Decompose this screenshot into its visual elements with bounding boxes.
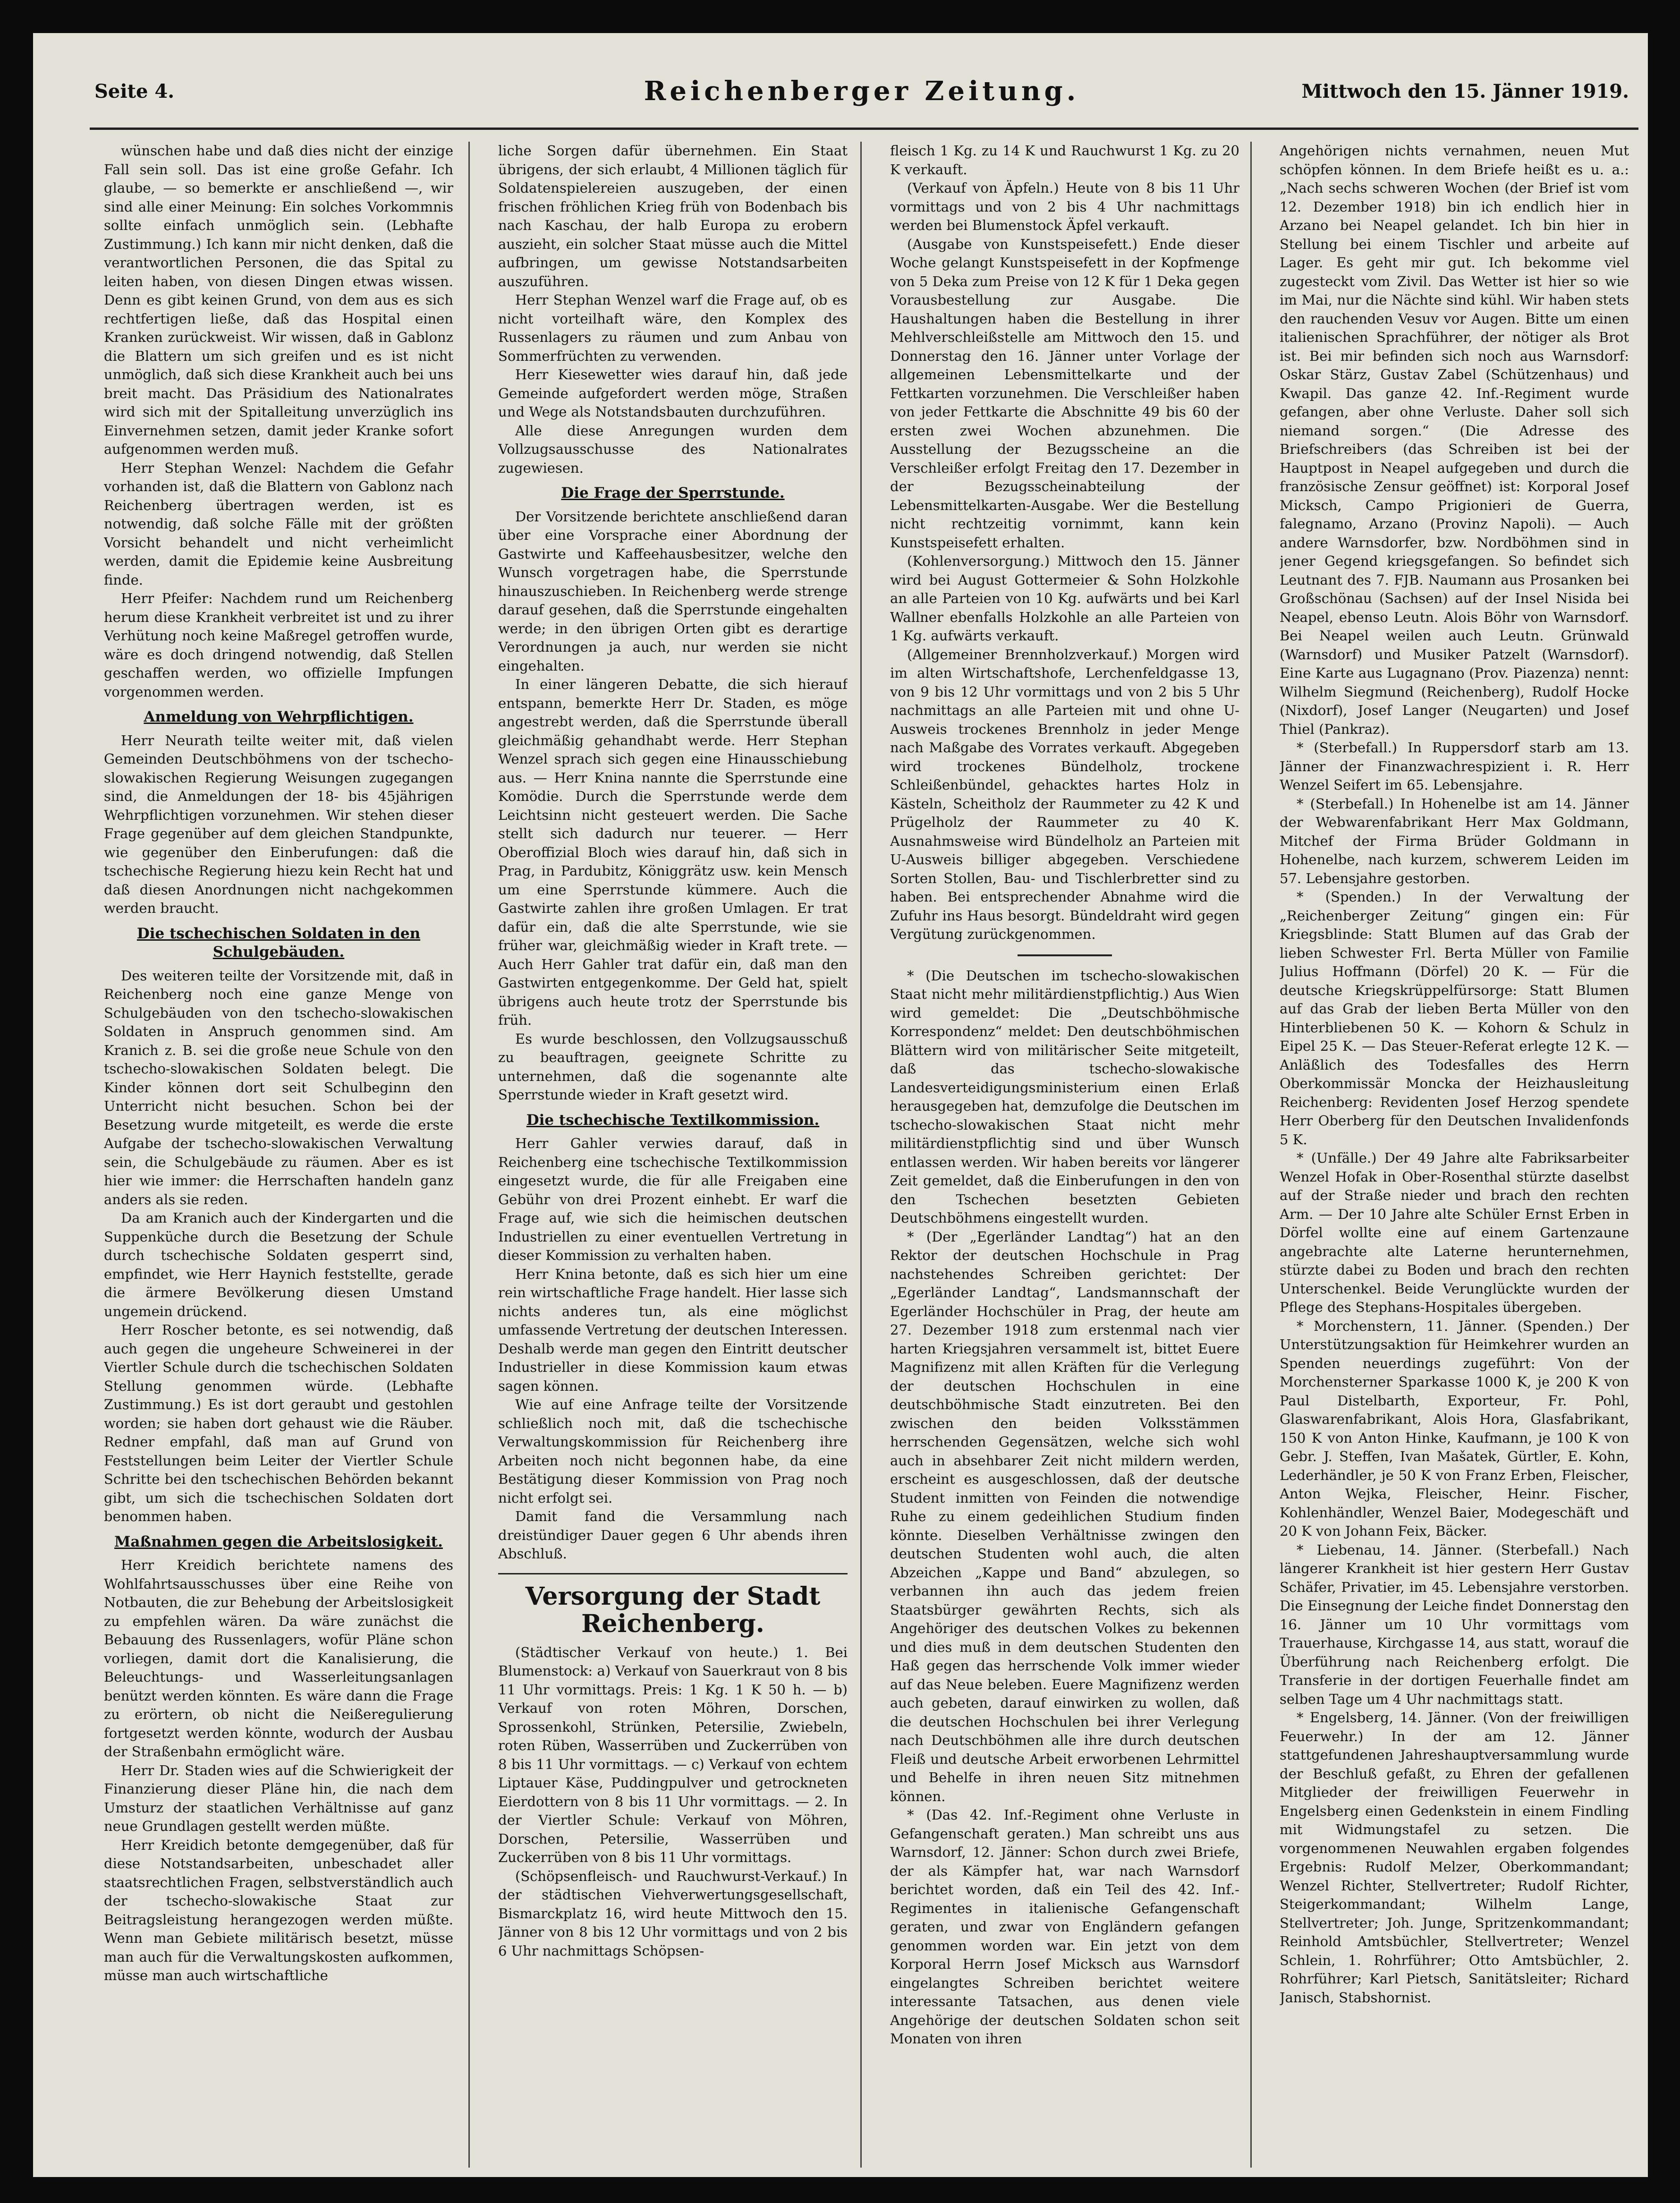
article-paragraph: * (Die Deutschen im tschecho-slowakischen Staat nicht mehr militärdienstpflichtig.) Aus Wien wird gemeldet: Die „Deutschböhmische Korrespondenz“ meldet: Den deutschböhmischen Blättern wird von militärischer Seite mitgeteilt, daß das tschecho-slowakische Landesverteidigungsministerium einen Erlaß herausgegeben hat, demzufolge die Deutschen im tschecho-slowakischen Staat nicht mehr militärdienstpflichtig sind und über Wunsch entlassen werden. Wir haben bereits vor längerer Zeit gemeldet, daß die Einberufungen in den von den Tschechen besetzten Gebieten Deutschböhmens eingestellt wurden.	[890, 967, 1239, 1226]
column-divider	[860, 142, 862, 2168]
article-paragraph: * Engelsberg, 14. Jänner. (Von der freiwilligen Feuerwehr.) In der am 12. Jänner stattgefundenen Jahreshauptversammlung wurde der Beschluß gefaßt, zu Ehren der gefallenen Mitglieder der freiwilligen Feuerwehr in Engelsberg einen Gedenkstein in einem Findling mit Widmungstafel zu setzen. Die vorgenommenen Neuwahlen ergaben folgendes Ergebnis: Rudolf Melzer, Oberkommandant; Wenzel Richter, Stellvertreter; Rudolf Richter, Steigerkommandant; Wilhelm Lange, Stellvertreter; Joh. Junge, Spritzenkommandant; Reinhold Amtsbüchler, Stellvertreter; Wenzel Schlein, 1. Rohrführer; Otto Amtsbüchler, 2. Rohrführer; Karl Pietsch, Sanitätsleiter; Richard Janisch, Stabshornist.	[1280, 1710, 1629, 2006]
article-separator	[1018, 954, 1112, 956]
section-heading: Anmeldung von Wehrpflichtigen.	[144, 708, 414, 725]
article-paragraph: Herr Pfeifer: Nachdem rund um Reichenberg herum diese Krankheit verbreitet ist und zu ihrer Verhütung noch keine Maßregel getroffen wurde, wäre es doch dringend notwendig, daß Stellen geschaffen werden, wo offizielle Impfungen vorgenommen werden.	[104, 590, 453, 700]
page-number: Seite 4.	[94, 80, 175, 102]
article-paragraph: Herr Dr. Staden wies auf die Schwierigkeit der Finanzierung dieser Pläne hin, die nach dem Umsturz der staatlichen Verhältnisse auf ganz neue Grundlagen gestellt werden müßte.	[104, 1762, 453, 1834]
article-paragraph: * (Der „Egerländer Landtag“) hat an den Rektor der deutschen Hochschule in Prag nachstehendes Schreiben gerichtet: Der „Egerländer Landtag“, Landsmannschaft der Egerländer Hochschüler in Prag, der heute am 27. Dezember 1918 zum erstenmal nach vier harten Kriegsjahren versammelt ist, bittet Euere Magnifizenz mit allen Kräften für die Verlegung der deutschen Hochschulen in eine deutschböhmische Stadt einzutreten. Bei den zwischen den beiden Volksstämmen herrschenden Gegensätzen, welche sich wohl auch in absehbarer Zeit nicht mildern werden, erscheint es ausgeschlossen, daß der deutsche Student inmitten von Feinden die notwendige Ruhe zu einem gedeihlichen Studium finden könnte. Dieselben Verhältnisse zwingen den deutschen Studenten wohl auch, die alten Abzeichen „Kappe und Band“ abzulegen, so verbannen ihn auch das jedem freien Staatsbürger gewährten Rechts, sich als Angehöriger des deutschen Volkes zu bekennen und dies muß in dem deutschen Studenten den Haß gegen das herrschende Volk immer wieder auf das Neue beleben. Euere Magnifizenz werden auch gebeten, darauf einwirken zu wollen, daß die deutschen Hochschulen bei ihrer Verlegung nach Deutschböhmen alle ihre durch deutschen Fleiß und deutsche Arbeit erworbenen Lehrmittel und Behelfe in ihren neuen Sitz mitnehmen können.	[890, 1228, 1239, 1804]
article-paragraph: * Liebenau, 14. Jänner. (Sterbefall.) Nach längerer Krankheit ist hier gestern Herr Gustav Schäfer, Privatier, im 45. Lebensjahre verstorben. Die Einsegnung der Leiche findet Donnerstag den 16. Jänner um 10 Uhr vormittags vom Trauerhause, Kirchgasse 14, aus statt, worauf die Überführung nach Reichenberg erfolgt. Die Transferie in der dortigen Feuerhalle findet am selben Tage um 4 Uhr nachmittags statt.	[1280, 1541, 1629, 1707]
article-paragraph: Herr Kreidich betonte demgegenüber, daß für diese Notstandsarbeiten, unbeschadet aller staatsrechtlichen Fragen, selbstverständlich auch der tschecho-slowakische Staat zur Beitragsleistung herangezogen werden müßte. Wenn man Gebiete militärisch besetzt, müsse man auch für die Verwaltungskosten aufkommen, müsse man auch wirtschaftliche	[104, 1837, 453, 1983]
article-paragraph: Damit fand die Versammlung nach dreistündiger Dauer gegen 6 Uhr abends ihren Abschluß.	[498, 1508, 848, 1562]
column-divider	[468, 142, 470, 2168]
article-paragraph: In einer längeren Debatte, die sich hierauf entspann, bemerkte Herr Dr. Staden, es möge angestrebt werden, daß die Sperrstunde überall gleichmäßig gehandhabt werde. Herr Stephan Wenzel sprach sich gegen eine Hinausschiebung aus. — Herr Knina nannte die Sperrstunde eine Komödie. Durch die Sperrstunde werde dem Leichtsinn nicht gesteuert werden. Die Sache stellt sich dadurch nur teuerer. — Herr Oberoffizial Bloch wies darauf hin, daß sich in Prag, in Pardubitz, Königgrätz usw. kein Mensch um eine Sperrstunde kümmere. Auch die Gastwirte zahlen ihre großen Umlagen. Er trat dafür ein, daß die alte Sperrstunde, wie sie früher war, gleichmäßig wieder in Kraft trete. — Auch Herr Gahler trat dafür ein, daß man den Gastwirten entgegenkomme. Der Geld hat, spielt übrigens auch heute trotz der Sperrstunde bis früh.	[498, 676, 848, 1028]
article-paragraph: Herr Neurath teilte weiter mit, daß vielen Gemeinden Deutschböhmens von der tschecho-slowakischen Regierung Weisungen zugegangen sind, die Anmeldungen der 18- bis 45jährigen Wehrpflichtigen vorzunehmen. Wir stehen dieser Frage gegenüber auf dem gleichen Standpunkte, wie gegenüber den Einberufungen: daß die tschechische Regierung hiezu kein Recht hat und daß diesen Anordnungen nicht nachgekommen werden braucht.	[104, 732, 453, 916]
article-paragraph: Herr Knina betonte, daß es sich hier um eine rein wirtschaftliche Frage handelt. Hier lasse sich nichts anderes tun, als eine möglichst umfassende Vertretung der deutschen Interessen. Deshalb werde man gegen den Eintritt deutscher Industrieller in diese Kommission kaum etwas sagen können.	[498, 1266, 848, 1394]
article-paragraph: * (Sterbefall.) In Ruppersdorf starb am 13. Jänner der Finanzwachrespizient i. R. Herr Wenzel Seifert im 65. Lebensjahre.	[1280, 740, 1629, 793]
article-paragraph: (Schöpsenfleisch- und Rauchwurst-Verkauf.) In der städtischen Viehverwertungsgesellschaft, Bismarckplatz 16, wird heute Mittwoch den 15. Jänner von 8 bis 12 Uhr vormittags und von 2 bis 6 Uhr nachmittags Schöpsen-	[498, 1868, 848, 1959]
column-divider	[1250, 142, 1252, 2168]
article-paragraph: * (Sterbefall.) In Hohenelbe ist am 14. Jänner der Webwarenfabrikant Herr Max Goldmann, Mitchef der Firma Brüder Goldmann in Hohenelbe, nach kurzem, schwerem Leiden im 57. Lebensjahre gestorben.	[1280, 795, 1629, 886]
article-paragraph: (Städtischer Verkauf von heute.) 1. Bei Blumenstock: a) Verkauf von Sauerkraut von 8 bis 11 Uhr vormittags. Preis: 1 Kg. 1 K 50 h. — b) Verkauf von roten Möhren, Dorschen, Sprossenkohl, Strünken, Petersilie, Zwiebeln, roten Rüben, Wasserrüben und Zuckerrüben von 8 bis 11 Uhr vormittags. — c) Verkauf von echtem Liptauer Käse, Puddingpulver und getrockneten Eierdottern von 8 bis 11 Uhr vormittags. — 2. In der Viertler Schule: Verkauf von Möhren, Dorschen, Petersilie, Wasserrüben und Zuckerrüben von 8 bis 11 Uhr vormittags.	[498, 1644, 848, 1865]
article-paragraph: Da am Kranich auch der Kindergarten und die Suppenküche durch die Besetzung der Schule durch tschechische Soldaten gesperrt sind, empfindet, wie Herr Haynich feststellte, gerade die ärmere Bevölkerung diesen Umstand ungemein drückend.	[104, 1210, 453, 1319]
column-3	[890, 142, 1239, 2168]
section-heading: Die Frage der Sperrstunde.	[561, 485, 785, 502]
article-paragraph: * (Spenden.) In der Verwaltung der „Reichenberger Zeitung“ gingen ein: Für Kriegsblinde: Statt Blumen auf das Grab der lieben Schwester Frl. Berta Müller von Familie Julius Hoffmann (Dörfel) 20 K. — Für die deutsche Kriegskrüppelfürsorge: Statt Blumen auf das Grab der lieben Berta Müller von den Hinterbliebenen 50 K. — Kohorn & Schulz in Eipel 25 K. — Das Steuer-Referat erlegte 12 K. — Anläßlich des Todesfalles des Herrn Oberkommissär Moncka der Heizhausleitung Reichenberg: Revidenten Josef Herzog spendete Herr Oberberg für den Deutschen Invalidenfonds 5 K.	[1280, 889, 1629, 1148]
article-paragraph: * (Das 42. Inf.-Regiment ohne Verluste in Gefangenschaft geraten.) Man schreibt uns aus Warnsdorf, 12. Jänner: Schon durch zwei Briefe, der als Kämpfer hat, war nach Warnsdorf berichtet worden, daß ein Teil des 42. Inf.-Regimentes in italienische Gefangenschaft geraten, und zwar von Engländern gefangen genommen worden war. Ein jetzt von dem Korporal Herrn Josef Micksch aus Warnsdorf eingelangtes Schreiben berichtet weitere interessante Tatsachen, aus denen viele Angehörige der deutschen Soldaten schon seit Monaten von ihren	[890, 1807, 1239, 2047]
article-paragraph: Herr Stephan Wenzel: Nachdem die Gefahr vorhanden ist, daß die Blattern von Gablonz nach Reichenberg übertragen werden, ist es notwendig, daß solche Fälle mit der größten Vorsicht behandelt und nicht verheimlicht werden, damit die Epidemie keine Ausbreitung finde.	[104, 459, 453, 588]
article-paragraph: (Verkauf von Äpfeln.) Heute von 8 bis 11 Uhr vormittags und von 2 bis 4 Uhr nachmittags werden bei Blumenstock Äpfel verkauft.	[890, 180, 1239, 233]
article-paragraph: fleisch 1 Kg. zu 14 K und Rauchwurst 1 Kg. zu 20 K verkauft.	[890, 143, 1239, 178]
section-heading: Die tschechischen Soldaten in den Schulgebäuden.	[136, 925, 421, 961]
column-1	[104, 142, 453, 2168]
article-paragraph: Herr Gahler verwies darauf, daß in Reichenberg eine tschechische Textilkommission eingesetzt wurde, die für alle Freigaben eine Gebühr von drei Prozent einhebt. Er warf die Frage auf, wie sich die heimischen deutschen Industriellen zu einer eventuellen Vertretung in dieser Kommission zu verhalten haben.	[498, 1135, 848, 1263]
article-paragraph: * (Unfälle.) Der 49 Jahre alte Fabriksarbeiter Wenzel Hofak in Ober-Rosenthal stürzte daselbst auf der Straße nieder und brach den rechten Arm. — Der 10 Jahre alte Schüler Ernst Erben in Dörfel wollte eine auf einem Gartenzaune angebrachte alte Laterne herunternehmen, stürzte dabei zu Boden und brach den rechten Unterschenkel. Beide Verunglückte wurden der Pflege des Stephans-Hospitales übergeben.	[1280, 1150, 1629, 1315]
article-paragraph: (Allgemeiner Brennholzverkauf.) Morgen wird im alten Wirtschaftshofe, Lerchenfeldgasse 13, von 9 bis 12 Uhr vormittags und von 2 bis 5 Uhr nachmittags an alle Parteien mit und ohne U-Ausweis trockenes Brennholz in jeder Menge nach Maßgabe des Vorrates verkauft. Abgegeben wird trockenes Bündelholz, trockene Schleißenbündel, gehacktes hartes Holz in Kästeln, Scheitholz der Raummeter zu 42 K und Prügelholz der Raummeter zu 40 K. Ausnahmsweise wird Bündelholz an Parteien mit U-Ausweis billiger abgegeben. Verschiedene Sorten Stollen, Bau- und Tischlerbretter sind zu haben. Bei entsprechender Abnahme wird die Zufuhr ins Haus besorgt. Bündeldraht wird gegen Vergütung zurückgenommen.	[890, 646, 1239, 942]
article-paragraph: Angehörigen nichts vernahmen, neuen Mut schöpfen können. In dem Briefe heißt es u. a.: „Nach sechs schweren Wochen (der Brief ist vom 12. Dezember 1918) bin ich endlich hier in Arzano bei Neapel gelandet. Ich bin hier in Stellung bei einem Tischler und arbeite auf Lager. Es geht mir gut. Ich bekomme viel zugesteckt vom Zivil. Das Wetter ist hier so wie im Mai, nur die Nächte sind kühl. Wir haben stets den rauchenden Vesuv vor Augen. Bitte um einen italienischen Sprachführer, der nötiger als Brot ist. Bei mir befinden sich noch aus Warnsdorf: Oskar Stärz, Gustav Zabel (Schützenhaus) und Kwapil. Das ganze 42. Inf.-Regiment wurde gefangen, aber ohne Verluste. Daher soll sich niemand sorgen.“ (Die Adresse des Briefschreibers (das Schreiben ist bei der Hauptpost in Neapel aufgegeben und durch die französische Zensur geöffnet) ist: Korporal Josef Micksch, Campo Prigionieri de Guerra, falegnamo, Arzano (Provinz Napoli). — Auch andere Warnsdorfer, bzw. Nordböhmen sind in jener Gegend kriegsgefangen. So befindet sich Leutnant des 7. FJB. Naumann aus Prosanken bei Großschönau (Sachsen) auf der Insel Nisida bei Neapel, ebenso Leutn. Alois Böhr von Warnsdorf. Bei Neapel weilen auch Leutn. Grünwald (Warnsdorf) und Musiker Patzelt (Warnsdorf). Eine Karte aus Lugagnano (Prov. Piazenza) nennt: Wilhelm Siegmund (Reichenberg), Rudolf Hocke (Nixdorf), Josef Langer (Neugarten) und Josef Thiel (Pankraz).	[1280, 143, 1629, 737]
article-paragraph: Herr Roscher betonte, es sei notwendig, daß auch gegen die ungeheure Schweinerei in der Viertler Schule durch die tschechischen Soldaten Stellung genommen würde. (Lebhafte Zustimmung.) Es ist dort geraubt und gestohlen worden; sie haben dort gehaust wie die Räuber. Redner empfahl, daß man auf Grund von Feststellungen beim Leiter der Viertler Schule Schritte bei den tschechischen Behörden bekannt gibt, um sich die tschechischen Soldaten dort benommen haben.	[104, 1322, 453, 1524]
article-paragraph: liche Sorgen dafür übernehmen. Ein Staat übrigens, der sich erlaubt, 4 Millionen täglich für Soldatenspielereien auszugeben, der einen frischen fröhlichen Krieg früh von Bodenbach bis nach Kaschau, der halb Europa zu erobern auszieht, ein solcher Staat müsse auch die Mittel aufbringen, um gewisse Notstandsarbeiten auszuführen.	[498, 143, 848, 289]
article-paragraph: Des weiteren teilte der Vorsitzende mit, daß in Reichenberg noch eine ganze Menge von Schulgebäuden von den tschecho-slowakischen Soldaten in Anspruch genommen sind. Am Kranich z. B. sei die große neue Schule von den tschecho-slowakischen Soldaten belegt. Die Kinder können dort seit Schulbeginn den Unterricht nicht besuchen. Schon bei der Besetzung wurde mitgeteilt, es werde die erste Aufgabe der tschecho-slowakischen Verwaltung sein, die Schulgebäude zu räumen. Aber es ist hier wie immer: die Herrschaften handeln ganz anders als sie reden.	[104, 967, 453, 1208]
article-paragraph: Der Vorsitzende berichtete anschließend daran über eine Vorsprache einer Abordnung der Gastwirte und Kaffeehausbesitzer, welche den Wunsch vorgetragen habe, die Sperrstunde hinauszuschieben. In Reichenberg werde strenge darauf gesehen, daß die Sperrstunde eingehalten werde; in den übrigen Orten gibt es derartige Verordnungen ja auch, nur werden sie nicht eingehalten.	[498, 508, 848, 674]
article-paragraph: (Ausgabe von Kunstspeisefett.) Ende dieser Woche gelangt Kunstspeisefett in der Kopfmenge von 5 Deka zum Preise von 12 K für 1 Deka gegen Vorausbestellung zur Ausgabe. Die Haushaltungen haben die Bestellung in ihrer Mehlverschleißstelle am Mittwoch den 15. und Donnerstag den 16. Jänner unter Vorlage der allgemeinen Lebensmittelkarte und der Fettkarten vorzunehmen. Die Verschleißer haben von jeder Fettkarte die Abschnitte 49 bis 60 der ersten zwei Wochen abzunehmen. Die Ausstellung der Bezugsscheine an die Verschleißer erfolgt Freitag den 17. Dezember in der Bezugsscheinabteilung der Lebensmittelkarten-Ausgabe. Wer die Bestellung nicht rechtzeitig vornimmt, kann kein Kunstspeisefett erhalten.	[890, 236, 1239, 551]
section-heading: Die tschechische Textilkommission.	[526, 1111, 820, 1129]
page-header	[94, 76, 1629, 113]
column-2	[498, 142, 848, 2168]
article-paragraph: Herr Stephan Wenzel warf die Frage auf, ob es nicht vorteilhaft wäre, den Komplex des Russenlagers zu räumen und zum Anbau von Sommerfrüchten zu verwenden.	[498, 292, 848, 364]
article-paragraph: Herr Kiesewetter wies darauf hin, daß jede Gemeinde aufgefordert werden möge, Straßen und Wege als Notstandsbauten durchzuführen.	[498, 366, 848, 420]
article-paragraph: * Morchenstern, 11. Jänner. (Spenden.) Der Unterstützungsaktion für Heimkehrer wurden an Spenden neuerdings zugeführt: Von der Morchensterner Sparkasse 1000 K, je 200 K von Paul Distelbarth, Exporteur, Fr. Pohl, Glaswarenfabrikant, Alois Hora, Glasfabrikant, 150 K von Anton Hinke, Kaufmann, je 100 K von Gebr. J. Steffen, Ivan Mašatek, Gürtler, E. Kohn, Lederhändler, je 50 K von Franz Erben, Fleischer, Anton Wejka, Fleischer, Heinr. Fischer, Kohlenhändler, Wenzel Baier, Modegeschäft und 20 K von Johann Feix, Bäcker.	[1280, 1318, 1629, 1539]
article-paragraph: Wie auf eine Anfrage teilte der Vorsitzende schließlich noch mit, daß die tschechische Verwaltungskommission für Reichenberg ihre Arbeiten noch nicht begonnen habe, da eine Bestätigung dieser Kommission von Prag noch nicht erfolgt sei.	[498, 1396, 848, 1506]
article-paragraph: Alle diese Anregungen wurden dem Vollzugsausschusse des Nationalrates zugewiesen.	[498, 422, 848, 476]
newspaper-page	[33, 33, 1648, 2177]
issue-date: Mittwoch den 15. Jänner 1919.	[1301, 80, 1629, 102]
article-paragraph: Es wurde beschlossen, den Vollzugsausschuß zu beauftragen, geeignete Schritte zu unternehmen, daß die sogenannte alte Sperrstunde wieder in Kraft gesetzt wird.	[498, 1030, 848, 1103]
masthead: Reichenberger Zeitung.	[644, 76, 1080, 107]
article-paragraph: wünschen habe und daß dies nicht der einzige Fall sein soll. Das ist eine große Gefahr. Ich glaube, — so bemerkte er anschließend —, wir sind alle einer Meinung: Ein solches Vorkommnis sollte einfach unmöglich sein. (Lebhafte Zustimmung.) Ich kann mir nicht denken, daß die verantwortlichen Personen, die das Spital zu leiten haben, von diesen Dingen etwas wissen. Denn es gibt keinen Grund, von dem aus es sich rechtfertigen ließe, daß das Hospital einen Kranken zurückweist. Wir wissen, daß in Gablonz die Blattern um sich greifen und es ist nicht unmöglich, daß sich diese Krankheit auch bei uns breit macht. Das Präsidium des Nationalrates wird sich mit der Spitalleitung unverzüglich ins Einvernehmen setzen, damit jeder Kranke sofort aufgenommen werden muß.	[104, 143, 453, 457]
article-paragraph: (Kohlenversorgung.) Mittwoch den 15. Jänner wird bei August Gottermeier & Sohn Holzkohle an alle Parteien von 10 Kg. aufwärts und bei Karl Wallner ebenfalls Holzkohle an alle Parteien von 1 Kg. aufwärts verkauft.	[890, 553, 1239, 644]
section-heading: Maßnahmen gegen die Arbeitslosigkeit.	[114, 1533, 443, 1550]
article-paragraph: Herr Kreidich berichtete namens des Wohlfahrtsausschusses über eine Reihe von Notbauten, die zur Behebung der Arbeitslosigkeit zu empfehlen wären. Da wäre zunächst die Bebauung des Russenlagers, wofür Pläne schon vorliegen, damit dort die Kanalisierung, die Beleuchtungs- und Wasserleitungsanlagen benützt werden könnten. Es wäre dann die Frage zu erörtern, ob nicht die Neißeregulierung fortgesetzt werden könnte, wodurch der Ausbau der Straßenbahn ermöglicht wäre.	[104, 1557, 453, 1760]
column-4	[1280, 142, 1629, 2168]
major-heading: Versorgung der Stadt Reichenberg.	[498, 1573, 848, 1638]
header-rule	[90, 128, 1638, 130]
